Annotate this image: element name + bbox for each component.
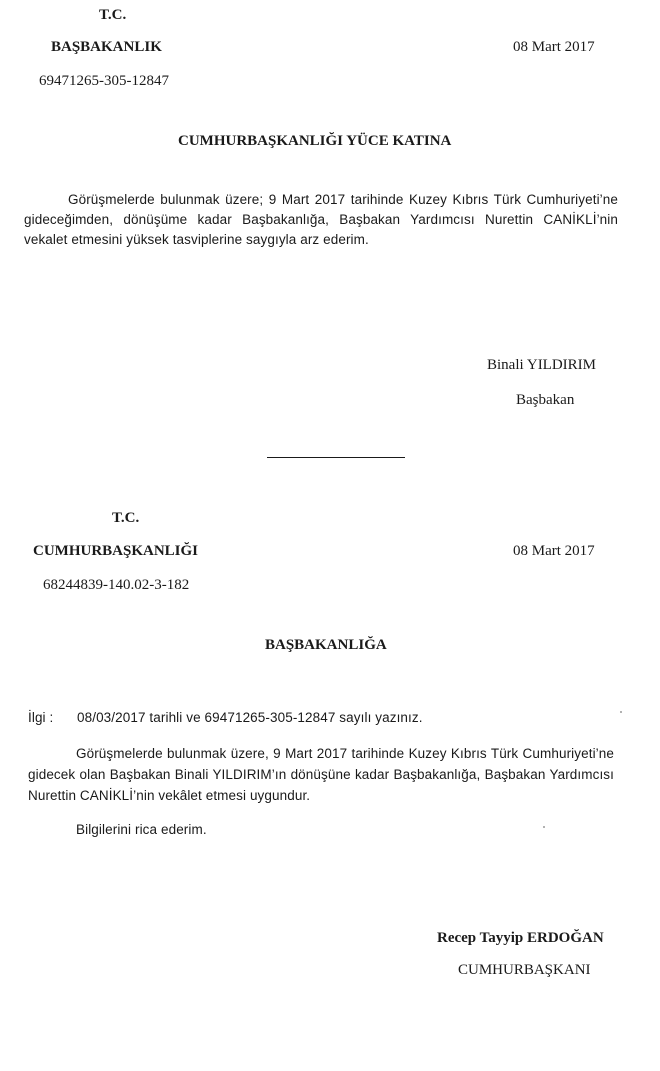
letter2-date: 08 Mart 2017	[513, 543, 595, 559]
letter2-header-tc: T.C.	[112, 510, 140, 526]
letter2-signer-title: CUMHURBAŞKANI	[458, 962, 591, 978]
letter1-addressee: CUMHURBAŞKANLIĞI YÜCE KATINA	[178, 133, 452, 149]
letter2-closing: Bilgilerini rica ederim.	[76, 822, 207, 837]
letter2-reference-number: 68244839-140.02-3-182	[43, 577, 190, 593]
letter1-body: Görüşmelerde bulunmak üzere; 9 Mart 2017 tarihinde Kuzey Kıbrıs Türk Cumhuriyeti’ne gideceğimden, dönüşüme kadar Başbakanlığa, Başbakan Yardımcısı Nurettin CANİKLİ’nin vekalet etmesini yüksek tasviplerine saygıyla arz ederim.	[24, 192, 618, 247]
letter1-header-tc: T.C.	[99, 7, 127, 23]
letter2-body: Görüşmelerde bulunmak üzere, 9 Mart 2017 tarihinde Kuzey Kıbrıs Türk Cumhuriyeti’ne gidecek olan Başbakan Binali YILDIRIM’ın dönüşüne kadar Başbakanlığa, Başbakan Yardımcısı Nurettin CANİKLİ’nin vekâlet etmesi uygundur.	[28, 746, 614, 803]
letter2-ilgi-label: İlgi :	[28, 710, 54, 725]
scan-speck	[620, 711, 622, 713]
letter1-reference-number: 69471265-305-12847	[39, 73, 169, 89]
section-divider	[267, 457, 405, 458]
letter1-signer-title: Başbakan	[516, 392, 575, 408]
letter1-header-office: BAŞBAKANLIK	[51, 39, 162, 55]
letter1-date: 08 Mart 2017	[513, 39, 595, 55]
scan-speck	[543, 826, 545, 828]
letter2-ilgi-text: 08/03/2017 tarihli ve 69471265-305-12847 sayılı yazınız.	[77, 710, 423, 725]
letter1-signer-name: Binali YILDIRIM	[487, 357, 597, 373]
letter2-signer-name: Recep Tayyip ERDOĞAN	[437, 930, 604, 946]
letter2-addressee: BAŞBAKANLIĞA	[265, 637, 387, 653]
letter2-header-office: CUMHURBAŞKANLIĞI	[33, 543, 199, 559]
